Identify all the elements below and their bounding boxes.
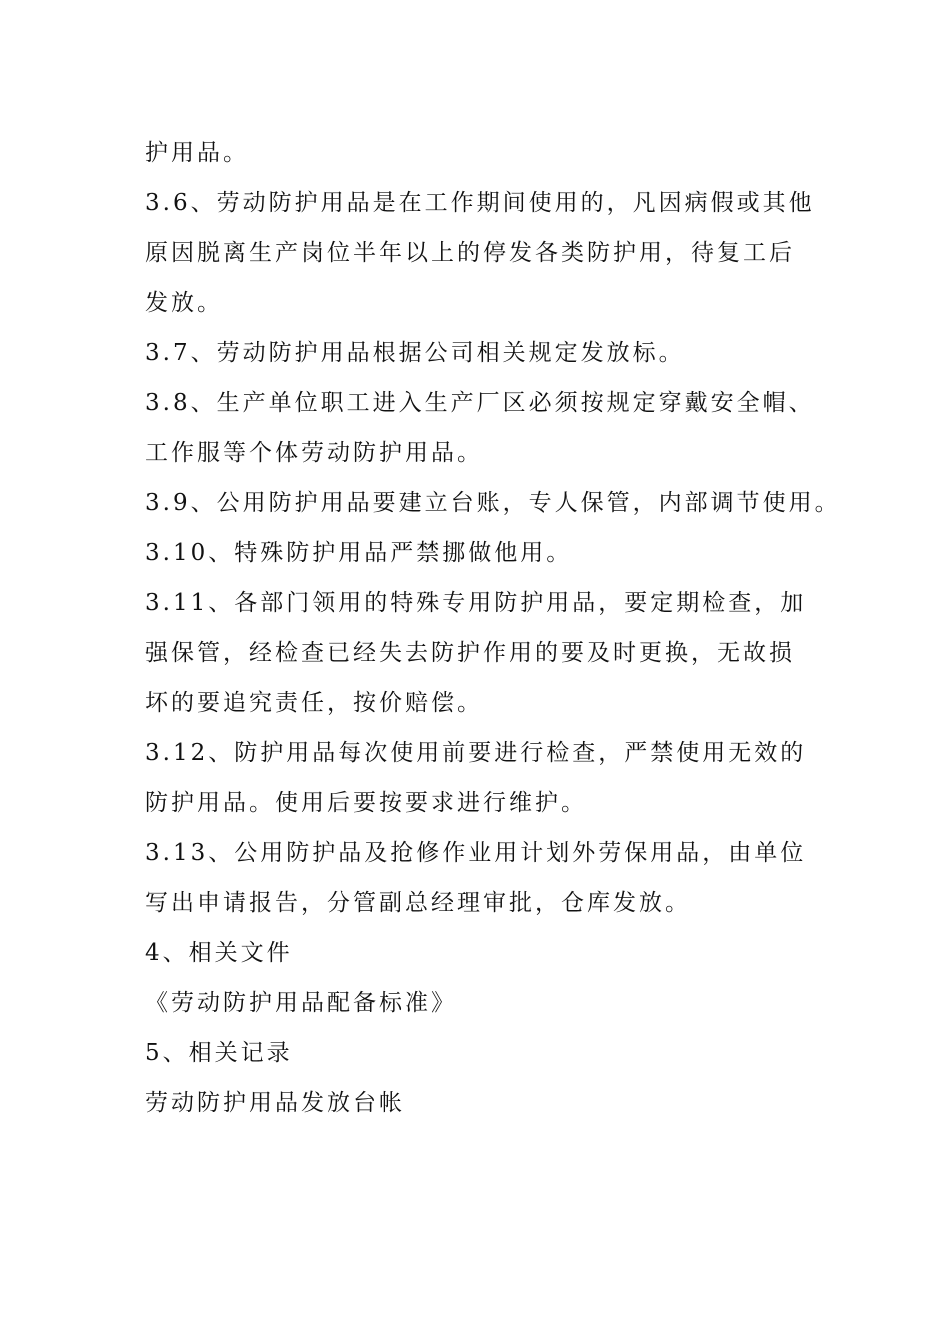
text-line: 《劳动防护用品配备标准》 <box>145 990 457 1016</box>
section-heading: 4、相关文件 <box>145 940 293 966</box>
text-line: 坏的要追究责任，按价赔偿。 <box>145 690 483 716</box>
document-body <box>145 128 841 1128</box>
text-line: 劳动防护用品发放台帐 <box>145 1090 405 1116</box>
text-line: 原因脱离生产岗位半年以上的停发各类防护用，待复工后 <box>145 240 795 266</box>
text-line: 3.12、防护用品每次使用前要进行检查，严禁使用无效的 <box>145 740 807 766</box>
text-line: 护用品。 <box>145 140 249 166</box>
text-line: 工作服等个体劳动防护用品。 <box>145 440 483 466</box>
section-heading: 5、相关记录 <box>145 1040 293 1066</box>
text-line: 发放。 <box>145 290 223 316</box>
text-line: 3.11、各部门领用的特殊专用防护用品，要定期检查，加 <box>145 590 807 616</box>
text-line: 写出申请报告，分管副总经理审批，仓库发放。 <box>145 890 691 916</box>
text-line: 3.13、公用防护品及抢修作业用计划外劳保用品，由单位 <box>145 840 807 866</box>
text-line: 强保管，经检查已经失去防护作用的要及时更换，无故损 <box>145 640 795 666</box>
text-line: 3.6、劳动防护用品是在工作期间使用的，凡因病假或其他 <box>145 190 815 216</box>
text-line: 3.10、特殊防护用品严禁挪做他用。 <box>145 540 573 566</box>
text-line: 防护用品。使用后要按要求进行维护。 <box>145 790 587 816</box>
text-line: 3.9、公用防护用品要建立台账，专人保管，内部调节使用。 <box>145 490 841 516</box>
text-line: 3.8、生产单位职工进入生产厂区必须按规定穿戴安全帽、 <box>145 390 815 416</box>
text-line: 3.7、劳动防护用品根据公司相关规定发放标。 <box>145 340 685 366</box>
